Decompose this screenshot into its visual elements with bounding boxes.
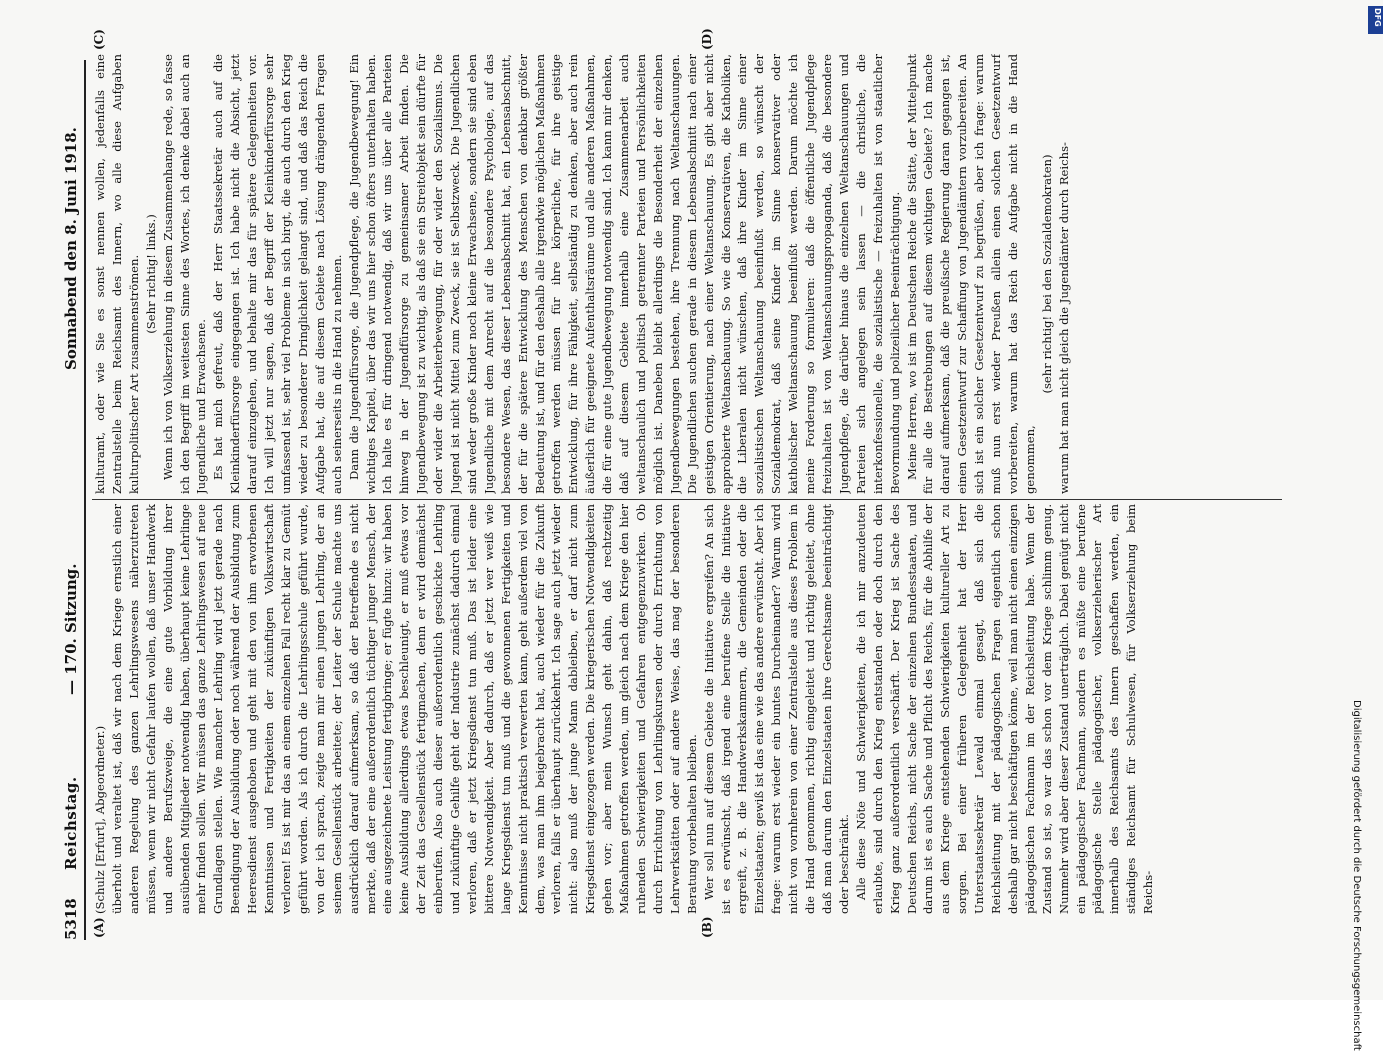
paragraph: kulturamt, oder wie Sie es sonst nennen wollen, jedenfalls eine Zentralstelle beim Reichsamt des Innern, wo alle diese Aufgaben kulturpolitischer Art zusammenströmen. — [93, 54, 141, 494]
margin-marker-d: (D) — [700, 28, 714, 50]
paragraph: Meine Herren, wo ist im Deutschen Reiche die Stätte, der Mittelpunkt für alle die Bestrebungen auf diesem wichtigen Gebiete? Ich mache darauf aufmerksam, daß die preußische Regierung daran gegangen ist, einen Gesetzentwurf zur Schaffung von Jugendämtern vorzubereiten. An sich ist ein solcher Gesetzentwurf zu begrüßen, aber ich frage: warum muß nun erst wieder Preußen allein einen solchen Gesetzentwurf vorbereiten, warum hat das Reich die Aufgabe nicht in die Hand genommen, — [904, 54, 1037, 494]
dfg-logo-text: DFG — [1373, 8, 1382, 27]
paragraph: Alle diese Nöte und Schwierigkeiten, die ich mir anzudeuten erlaubte, sind durch den Krieg entstanden oder doch durch den Krieg ganz außerordentlich verschärft. Der Krieg ist Sache des Deutschen Reichs, nicht Sache der einzelnen Bundesstaaten, und darum ist es auch Sache und Pflicht des Reichs, für die Abhilfe der aus dem Kriege entstehenden Schwierigkeiten kultureller Art zu sorgen. Bei einer früheren Gelegenheit hat der Herr Unterstaatssekretär Lewald einmal gesagt, daß sich die Reichsleitung mit der pädagogischen Fragen eigentlich schon deshalb gar nicht beschäftigen könne, weil man nicht einen einzigen pädagogischen Fachmann im der Reichsleitung habe. Wenn der Zustand so ist, so war das schon vor dem Kriege schlimm genug. Nunmehr wird aber dieser Zustand unerträglich. Dabei genügt nicht ein pädagogischer Fachmann, sondern es müßte eine berufene pädagogische Stelle pädagogischer, volkserzieherischer Art innerhalb des Reichsamts des Innern geschaffen werden, ein ständiges Reichsamt für Schulwesen, für Volkserziehung beim Reichs- — [853, 504, 1156, 914]
header-session: — 170. Sitzung. — [62, 563, 80, 695]
margin-marker-a: (A) — [92, 917, 106, 938]
header-date: Sonnabend den 8. Juni 1918. — [62, 127, 80, 370]
column-divider — [92, 499, 1282, 500]
paragraph: Dann die Jugendfürsorge, die Jugendpflege, die Jugendbewegung! Ein wichtiges Kapitel, über das wir uns hier schon öfters unterhalten haben. Ich halte es für dringend notwendig, daß wir uns über alle Parteien hinweg in der Jugendfürsorge zu gemeinsamer Arbeit finden. Die Jugendbewegung ist zu wichtig, als daß sie ein Streitobjekt sein dürfte für oder wider die Arbeiterbewegung, für oder wider den Sozialismus. Die Jugend ist nicht Mittel zum Zweck, sie ist Selbstzweck. Die Jugendlichen sind weder große Kinder noch kleine Erwachsene, sondern sie sind eben Jugendliche mit dem Anrecht auf die besondere Psychologie, auf das besondere Wesen, das dieser Lebensabschnitt hat, ein Lebensabschnitt, der für die spätere Entwicklung des Menschen von denkbar größter Bedeutung ist, und für den deshalb alle irgendwie möglichen Maßnahmen getroffen werden müssen für ihre körperliche, für ihre geistige Entwicklung, für ihre Fähigkeit, selbständig zu denken, aber auch rein äußerlich für geeignete Aufenthaltsräume und alle anderen Maßnahmen, die für eine gute Jugendbewegung notwendig sind. Ich kann mir denken, daß auf diesem Gebiete innerhalb eine Zusammenarbeit auch weltanschaulich und politisch getrennter Parteien und Persönlichkeiten möglich ist. Daneben bleibt allerdings die Besonderheit der einzelnen Jugendbewegungen bestehen, ihre Trennung nach Weltanschauungen. Die Jugendlichen suchen gerade in diesem Lebensabschnitt nach einer geistigen Orientierung, nach einer Weltanschauung. Es gibt aber nicht approbierte Weltanschauung. So wie die Konservativen, die Katholiken, die Liberalen nicht wünschen, daß ihre Kinder im Sinne einer sozialistischen Weltanschauung beeinflußt werden, so wünscht der Sozialdemokrat, daß seine Kinder im Sinne konservativer oder katholischer Weltanschauung beeinflußt werden. Darum möchte ich meine Forderung so formulieren: daß die öffentliche Jugendpflege freizuhalten ist von Weltanschauungspropaganda, daß die besondere Jugendpflege, die darüber hinaus die einzelnen Weltanschauungen und Parteien sich angelegen sein lassen — die christliche, die interkonfessionelle, die sozialistische — freizuhalten ist von staatlicher Bevormundung und polizeilicher Beeinträchtigung. — [346, 54, 902, 494]
header-title: Reichstag. — [62, 776, 80, 870]
page-number: 5318 — [62, 898, 80, 940]
paragraph: Wenn ich von Volkserziehung in diesem Zusammenhange rede, so fasse ich den Begriff im weitesten Sinne des Wortes, ich denke dabei auch an Jugendliche und Erwachsene. — [160, 54, 209, 494]
paragraph: Es hat mich gefreut, daß der Herr Staatssekretär auch auf die Kleinkinderfürsorge eingegangen ist. Ich habe nicht die Absicht, jetzt darauf einzugehen, und behalte mir das für spätere Gelegenheiten vor. Ich will jetzt nur sagen, daß der Begriff der Kleinkinderfürsorge sehr umfassend ist, sehr viel Probleme in sich birgt, die auch durch den Krieg wieder zu besonderer Dringlichkeit gelangt sind, und daß das Reich die Aufgabe hat, die auf diesem Gebiete nach Lösung drängenden Fragen auch seinerseits in die Hand zu nehmen. — [211, 54, 344, 494]
right-column — [92, 54, 1282, 494]
paragraph: überholt und veraltet ist, daß wir nach dem Kriege ernstlich einer anderen Regelung des ganzen Lehrlingswesens näherzutreten müssen, wenn wir nicht Gefahr laufen wollen, daß unser Handwerk und andere Berufszweige, die eine gute Vorbildung ihrer ausübenden Mitglieder notwendig haben, überhaupt keine Lehrlinge mehr finden sollen. Wir müssen das ganze Lehrlingswesen auf neue Grundlagen stellen. Wie mancher Lehrling wird jetzt gerade nach Beendigung der Ausbildung oder noch während der Ausbildung zum Heeresdienst ausgehoben und geht mit den von ihm erworbenen Kenntnissen und Fertigkeiten der zukünftigen Volkswirtschaft verloren! Es ist mir das an einem einzelnen Fall recht klar zu Gemüt geführt worden. Als ich durch die Lehrlingsschule geführt wurde, von der ich sprach, zeigte man mir einen jungen Lehrling, der an seinem Gesellenstück arbeitete; der Leiter der Schule machte uns ausdrücklich darauf aufmerksam, so daß der Betreffende es nicht merkte, daß der eine außerordentlich tüchtiger junger Mensch, der eine ausgezeichnete Leistung fertigbringe; er fügte hinzu: wir haben keine Ausbildung allerdings etwas beschleunigt, er muß etwas vor der Zeit das Gesellenstück fertigmachen, denn er wird demnächst einberufen. Also auch dieser außerordentlich geschickte Lehrling und zukünftige Gehilfe geht der Industrie zunächst dadurch einmal verloren, daß er jetzt Kriegsdienst tun muß. Das ist leider eine bittere Notwendigkeit. Aber dadurch, daß er jetzt wer weiß wie lange Kriegsdienst tun muß und die gewonnenen Fertigkeiten und Kenntnisse nicht praktisch verwerten kann, geht außerdem viel von dem, was man ihm beigebracht hat, auch wieder für die Zukunft verloren, falls er überhaupt zurückkehrt. Ich sage auch jetzt wieder nicht: also muß der junge Mann dableiben, er darf nicht zum Kriegsdienst eingezogen werden. Die kriegerischen Notwendigkeiten gehen vor; aber mein Wunsch geht dahin, daß rechtzeitig Maßnahmen getroffen werden, um gleich nach dem Kriege den hier ruhenden Schwierigkeiten und Gefahren entgegenzuwirken. Ob durch Errichtung von Lehrlingskursen oder durch Errichtung von Lehrwerkstätten oder auf andere Weise, das mag der besonderen Beratung vorbehalten bleiben. — [109, 504, 699, 914]
left-column — [92, 504, 1282, 914]
speaker-line: (Schulz [Erfurt], Abgeordneter.) — [93, 725, 107, 914]
paragraph: warum hat man nicht gleich die Jugendämter durch Reichs- — [1056, 142, 1071, 494]
margin-marker-c: (C) — [92, 29, 106, 50]
page-header — [62, 60, 86, 940]
paragraph: Wer soll nun auf diesem Gebiete die Initiative ergreifen? An sich ist es erwünscht, daß irgend eine berufene Stelle die Initiative ergreift, z. B. die Handwerkskammern, die Gemeinden oder die Einzelstaaten; gewiß ist das eine wie das andere erwünscht. Aber ich frage: warum erst wieder ein buntes Durcheinander? Warum wird nicht von vornherein von einer Zentralstelle aus dieses Problem in die Hand genommen, richtig eingeleitet und richtig geleitet, ohne daß man darum den Einzelstaaten ihre Gerechtsame beeinträchtigt oder beschränkt. — [701, 504, 851, 914]
digitization-credit: Digitalisierung gefördert durch die Deutsche Forschungsgemeinschaft — [1351, 700, 1362, 1051]
margin-marker-b: (B) — [700, 916, 714, 938]
interjection: (sehr richtig! bei den Sozialdemokraten) — [1039, 154, 1054, 394]
interjection: (Sehr richtig! links.) — [143, 214, 158, 334]
